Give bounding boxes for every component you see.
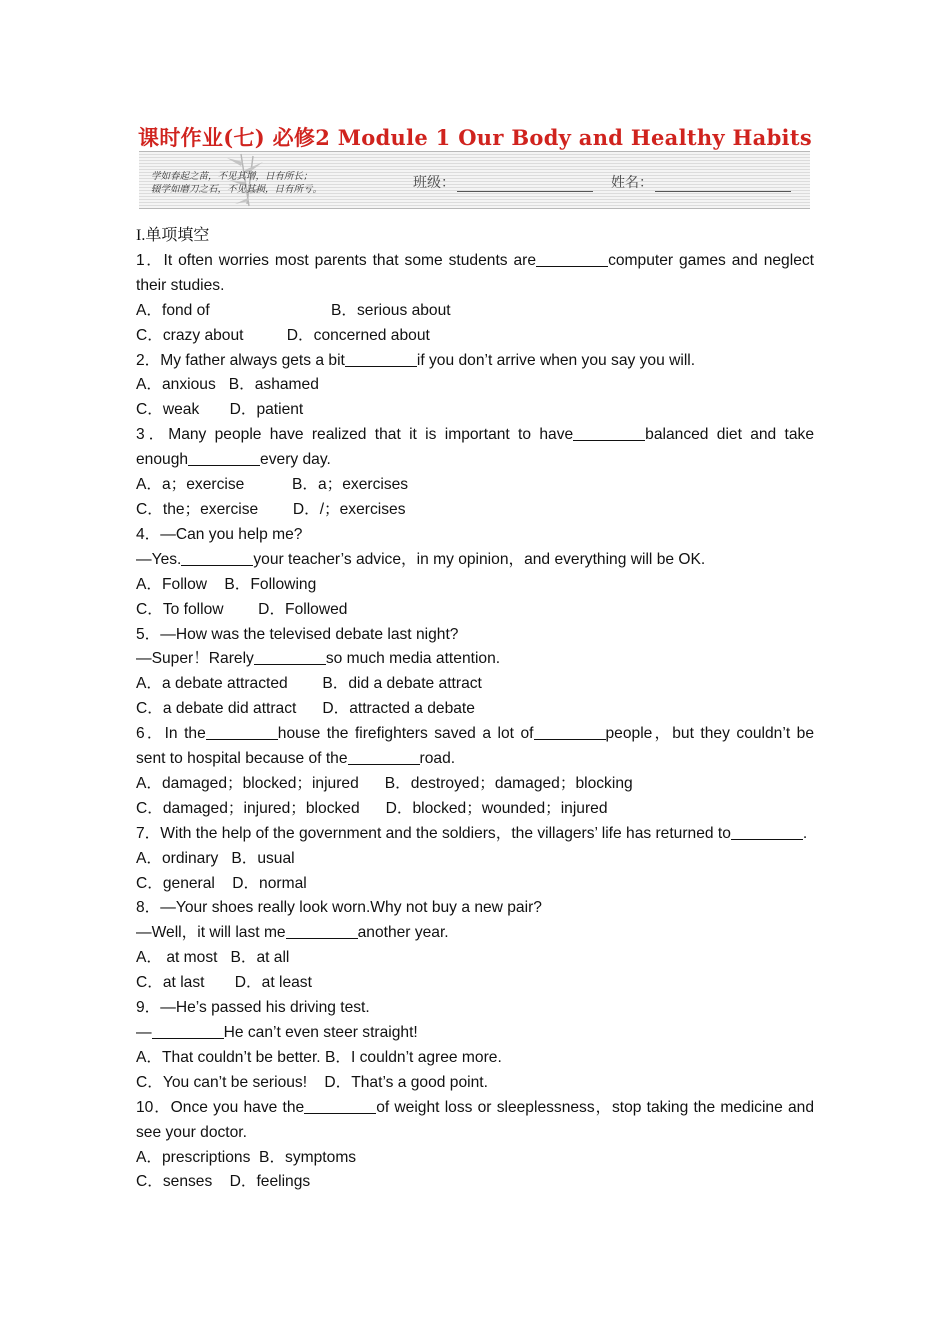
question-text: — — [136, 1024, 152, 1041]
question-7-options-cd: C．general D．normal — [136, 874, 307, 892]
question-1-options-ab: A．fond of B．serious about — [136, 301, 451, 319]
class-field — [413, 172, 593, 192]
question-5-options-cd: C．a debate did attract D．attracted a debate — [136, 700, 475, 718]
question-3-stem — [136, 423, 814, 473]
answer-blank — [181, 550, 253, 566]
answer-blank — [152, 1023, 224, 1039]
question-7-stem — [136, 822, 814, 847]
motto-line-2: 辍学如磨刀之石，不见其损，日有所亏。 — [151, 184, 323, 195]
question-text: house the firefighters saved a lot of — [277, 725, 534, 743]
question-text: —Well，it will last me — [136, 924, 286, 942]
question-10-stem — [136, 1096, 814, 1146]
question-6-options-cd: C．damaged；injured；blocked D．blocked；wounded；injured — [136, 799, 608, 817]
answer-blank — [304, 1098, 376, 1114]
question-9-dialog: 9．—He’s passed his driving test. — [136, 999, 370, 1017]
question-1-stem — [136, 249, 814, 299]
question-2-options-ab: A．anxious B．ashamed — [136, 376, 319, 394]
section-heading: I.单项填空 — [136, 227, 210, 244]
question-6-stem — [136, 722, 814, 772]
question-4-dialog: 4．—Can you help me? — [136, 525, 303, 543]
question-9-stem — [136, 1021, 814, 1046]
question-text: 2．My father always gets a bit — [136, 351, 345, 369]
question-8-options-cd: C．at last D．at least — [136, 974, 312, 992]
question-8-stem — [136, 921, 814, 946]
question-text: . — [802, 824, 808, 842]
class-label: 班级： — [413, 174, 455, 190]
question-text: if you don’t arrive when you say you will. — [416, 351, 696, 369]
question-text: 7．With the help of the government and the soldiers，the villagers’ life has returned to — [136, 824, 731, 842]
question-10-options-ab: A．prescriptions B．symptoms — [136, 1148, 357, 1166]
page-title: 课时作业(七) 必修2 Module 1 Our Body and Healthy Habits — [138, 125, 812, 150]
question-2-stem — [136, 349, 814, 374]
answer-blank — [573, 425, 645, 441]
question-text: computer games and neglect their studies. — [136, 251, 814, 294]
question-5-dialog: 5．—How was the televised debate last night? — [136, 625, 459, 643]
question-4-options-ab: A．Follow B．Following — [136, 575, 317, 593]
question-4-stem — [136, 548, 814, 573]
question-3-options-cd: C．the；exercise D．/；exercises — [136, 500, 406, 518]
question-1-options-cd: C．crazy about D．concerned about — [136, 326, 430, 344]
question-text: your teacher’s advice，in my opinion，and everything will be OK. — [253, 550, 706, 568]
answer-blank — [348, 749, 420, 765]
answer-blank — [345, 351, 417, 367]
question-5-stem — [136, 647, 814, 672]
question-text: another year. — [357, 924, 449, 942]
motto-text — [151, 170, 322, 196]
question-5-options-ab: A．a debate attracted B．did a debate attract — [136, 675, 482, 693]
class-input-line[interactable] — [457, 177, 593, 192]
name-field — [611, 172, 791, 192]
header-banner — [139, 151, 810, 209]
question-3-options-ab: A．a；exercise B．a；exercises — [136, 476, 409, 494]
question-9-options-ab: A．That couldn’t be better. B．I couldn’t agree more. — [136, 1048, 502, 1066]
question-4-options-cd: C．To follow D．Followed — [136, 600, 348, 618]
question-text: He can’t even steer straight! — [223, 1024, 418, 1041]
answer-blank — [188, 450, 260, 466]
answer-blank — [731, 824, 803, 840]
answer-blank — [254, 649, 326, 665]
question-text: every day. — [260, 451, 331, 469]
question-2-options-cd: C．weak D．patient — [136, 401, 304, 419]
question-text: —Yes. — [136, 550, 182, 568]
answer-blank — [286, 923, 358, 939]
question-text: people，but they couldn’t be sent to hospital because of the — [136, 725, 814, 768]
question-text: balanced diet and take enough — [136, 426, 814, 469]
name-input-line[interactable] — [655, 177, 791, 192]
worksheet-body — [136, 224, 814, 1195]
question-text: 3．Many people have realized that it is important to have — [136, 426, 574, 444]
question-9-options-cd: C．You can’t be serious! D．That’s a good point. — [136, 1073, 488, 1091]
motto-line-1: 学如春起之苗，不见其增，日有所长； — [151, 171, 313, 182]
question-text: 6．In the — [136, 725, 206, 743]
question-6-options-ab: A．damaged；blocked；injured B．destroyed；damaged；blocking — [136, 774, 633, 792]
answer-blank — [534, 724, 606, 740]
question-8-dialog: 8．—Your shoes really look worn.Why not buy a new pair? — [136, 899, 542, 917]
question-10-options-cd: C．senses D．feelings — [136, 1173, 311, 1191]
answer-blank — [206, 724, 278, 740]
name-label: 姓名： — [611, 174, 653, 190]
question-text: road. — [419, 750, 456, 768]
question-8-options-ab: A． at most B．at all — [136, 949, 290, 967]
question-text: 10．Once you have the — [136, 1098, 305, 1116]
question-text: of weight loss or sleeplessness，stop taking the medicine and see your doctor. — [136, 1098, 814, 1141]
answer-blank — [536, 251, 608, 267]
question-text: —Super！Rarely — [136, 650, 254, 668]
question-7-options-ab: A．ordinary B．usual — [136, 849, 295, 867]
question-text: so much media attention. — [325, 650, 501, 668]
question-text: 1．It often worries most parents that some students are — [136, 251, 537, 269]
